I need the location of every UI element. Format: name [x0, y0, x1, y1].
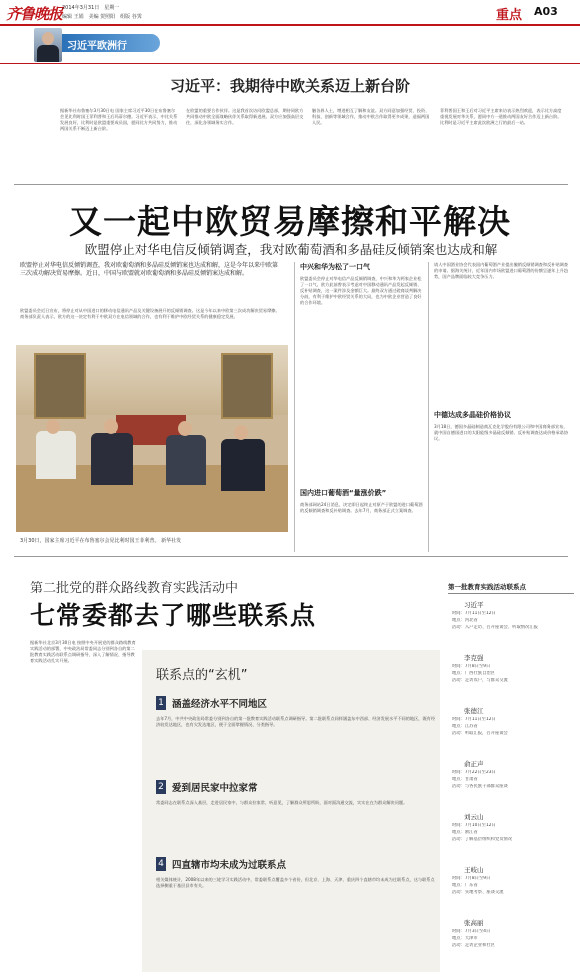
- member-when: 时间：7月22日至23日: [452, 770, 496, 775]
- member-name: 李克强: [464, 654, 484, 662]
- story2-lead: 欧盟停止对华电信反倾销调查，我对欧葡萄酒和多晶硅反倾销案也达成和解，这是今年以来中欧第三次成功解决贸易摩擦。近日，中国与欧盟就对欧葡萄酒和多晶硅反倾销案达成和解。: [20, 262, 279, 277]
- member-name: 刘云山: [464, 813, 484, 821]
- col-a-body-2: 商务部网站24日消息，决定即日起终止对原产于欧盟的进口葡萄酒的反倾销调查和反补贴调查。去年7月，商务部正式立案调查。: [300, 502, 423, 513]
- story3-kicker: 第二批党的群众路线教育实践活动中: [30, 581, 239, 596]
- member-when: 时间：7月3日至4日: [452, 929, 491, 934]
- member-how: 活动：了解基层组织和党员情况: [452, 837, 513, 842]
- member-name: 张德江: [464, 707, 484, 715]
- col-a-body: 欧盟委员会停止对华电信产品反倾销调查，中兴和华为两家企业松了一口气。欧方此前曾表示考虑对中国移动通讯产品发起反倾销、反补贴调查，这一案件涉及金额巨大。最终双方通过磋商谈判解决分歧，有利于维护中欧经贸关系的大局，也为中欧企业营造了良好的合作环境。: [300, 276, 422, 305]
- member-how: 活动：入户走访、召开座谈会、听取情况汇报: [452, 625, 538, 630]
- member-where: 地点：广西壮族自治区: [452, 671, 495, 676]
- member-name: 俞正声: [464, 760, 484, 768]
- sidebar-entry: [452, 759, 572, 810]
- story2-headline: 又一起中欧贸易摩擦和平解决: [69, 202, 511, 241]
- member-when: 时间：7月11日至12日: [452, 611, 496, 616]
- story2-divider: [14, 556, 568, 557]
- member-name: 王岐山: [464, 866, 484, 874]
- story2-col-divider-1: [294, 262, 295, 552]
- member-where: 地点：江苏省: [452, 724, 478, 729]
- member-where: 地点：天津市: [452, 936, 478, 941]
- member-when: 时间：7月8日至9日: [452, 664, 491, 669]
- item-title: 四直辖市均未成为过联系点: [172, 860, 287, 871]
- story1-divider: [14, 184, 568, 185]
- member-where: 地点：广东省: [452, 883, 478, 888]
- story3-headline: 七常委都去了哪些联系点: [30, 601, 317, 630]
- series-banner-label: 习近平欧洲行: [67, 41, 127, 52]
- story1-col4: 菲利普国王和王后对习近平主席来访表示热烈欢迎，表示比方高度重视发展对华关系，愿同中方一道推动两国友好合作迈上新台阶。比利时是习近平主席此次欧洲之行的最后一站。: [440, 108, 562, 125]
- item-text: 去年7月，中共中央政治局常委分别到各自的第一批教育实践活动联系点调研指导。第二批联系点同样涵盖东中西部、经济发展水平不同的地区，既有经济较发达地区，也有欠发达地区，便于全面掌握情况、分类指导。: [156, 716, 436, 727]
- item-text: 常委同志在联系点深入基层，走进居民家中，与群众拉家常、听意见，了解群众所思所盼，面对面沟通交流，实实在在为群众解决问题。: [156, 800, 408, 805]
- banner-divider: [0, 63, 580, 64]
- sidebar-entry: [452, 600, 572, 651]
- member-where: 地点：河北省: [452, 618, 478, 623]
- page-number: A03: [534, 5, 558, 18]
- newspaper-logo: 齐鲁晚报: [6, 5, 63, 23]
- sidebar-entry: [452, 865, 572, 916]
- member-how: 活动：走访企业和社区: [452, 943, 495, 948]
- section-name: 重点: [496, 8, 523, 23]
- member-how: 活动：实地考察、座谈交流: [452, 890, 504, 895]
- member-name: 习近平: [464, 601, 484, 609]
- member-how: 活动：与各民族干部群众座谈: [452, 784, 508, 789]
- member-when: 时间：7月11日至12日: [452, 717, 496, 722]
- sidebar-entry: [452, 812, 572, 863]
- col-b-body: 请人中国酒业协会代表国内葡萄酒产业提出撤销反倾销调查和反补贴调查的申请。据海关统计，近年国内市场欧盟进口葡萄酒的份额呈逐年上升趋势，国产品牌面临较大竞争压力。: [434, 262, 568, 279]
- leader-portrait: [34, 28, 62, 62]
- col-a-heading-2: 国内进口葡萄酒“量涨价跌”: [300, 489, 387, 497]
- story1-col2: 在欧盟的重要合作伙伴。这是我首次访问欧盟总部，期待同欧方共同推动中欧全面战略伙伴关系取得新进展。双方应加强高层交往，深化各领域务实合作。: [186, 108, 304, 125]
- story2-subhead: 欧盟停止对华电信反倾销调查，我对欧葡萄酒和多晶硅反倾销案也达成和解: [84, 242, 498, 257]
- story3-left-col: 据新华社北京3月30日电 按照中央开展党的群众路线教育实践活动的部署，中央政治局常委同志分别到各自的第二批教育实践活动联系点调研指导，深入了解情况、指导教育实践活动扎实开展。: [30, 640, 136, 663]
- story1-col3: 触各界人士，增进相互了解和友谊。双方同意加强经贸、投资、科技、创新等领域合作，推动中欧合作取得更多成果，造福两国人民。: [312, 108, 430, 125]
- story1-title: 习近平：我期待中欧关系迈上新台阶: [169, 77, 410, 95]
- member-where: 地点：甘肃省: [452, 777, 478, 782]
- col-b-body-2: 3月18日，德国多晶硅制造商瓦克化学股份有限公司和中国商务部宣布，就中国自德国进口的太阳能级多晶硅反倾销、反补贴调查达成价格承诺协议。: [434, 424, 568, 441]
- sidebar-entry: [452, 918, 572, 969]
- issue-date: 2014年3月31日 星期一: [62, 5, 120, 11]
- story2-left-body: 欧盟委员会近日宣布，将停止对从中国进口的移动电信通讯产品及关键设备展开的反倾销调查。这是今年以来中欧第三次成功解决贸易摩擦。商务部负责人表示，欧方的这一决定有利于中欧双方在电信领域的合作，也有利于维护中欧经贸关系的健康稳定发展。: [20, 308, 280, 319]
- masthead-rule: [0, 24, 580, 26]
- member-how: 活动：听取汇报，召开座谈会: [452, 731, 508, 736]
- member-where: 地点：浙江省: [452, 830, 478, 835]
- item-number-badge: 1: [156, 696, 166, 710]
- col-b-heading: 中德达成多晶硅价格协议: [434, 411, 511, 419]
- member-how: 活动：走访农户，与群众交流: [452, 678, 508, 683]
- masthead: [0, 0, 580, 24]
- item-number-badge: 4: [156, 857, 166, 871]
- col-a-heading: 中兴和华为松了一口气: [300, 263, 370, 271]
- sidebar-title: 第一批教育实践活动联系点: [448, 583, 526, 591]
- story2-col-divider-2: [428, 262, 429, 552]
- editor-credits: 编辑 王娟 美编 贺照阳 组版 谷霁: [62, 14, 142, 20]
- member-when: 时间：7月10日至12日: [452, 823, 496, 828]
- item-number-badge: 2: [156, 780, 166, 794]
- story1-col1: 据新华社布鲁塞尔3月30日电 国家主席习近平30日在布鲁塞尔会见比利时国王菲利普和王后玛蒂尔德。习近平表示，中比关系发展良好，比利时是欧盟重要成员国，愿同比方共同努力，推动两国关系不断迈上新台阶。: [60, 108, 178, 131]
- item-text: 相关媒体统计，2008年以来的三轮学习实践活动中，常委联系点覆盖多个省份，但北京、上海、天津、重庆四个直辖市均未成为过联系点，这与联系点选择侧重于基层县市有关。: [156, 877, 435, 888]
- member-name: 张高丽: [464, 919, 484, 927]
- photo-caption: 3月30日，国家主席习近平在布鲁塞尔会见比利时国王菲利普。 新华社发: [20, 538, 182, 544]
- feature-title: 联系点的“玄机”: [156, 668, 248, 683]
- series-banner: [62, 34, 160, 52]
- item-title: 爱到居民家中拉家常: [172, 783, 258, 794]
- sidebar-entry: [452, 706, 572, 757]
- news-photo: [16, 345, 288, 532]
- member-when: 时间：7月8日至9日: [452, 876, 491, 881]
- item-title: 涵盖经济水平不同地区: [172, 699, 268, 710]
- sidebar-entry: [452, 653, 572, 704]
